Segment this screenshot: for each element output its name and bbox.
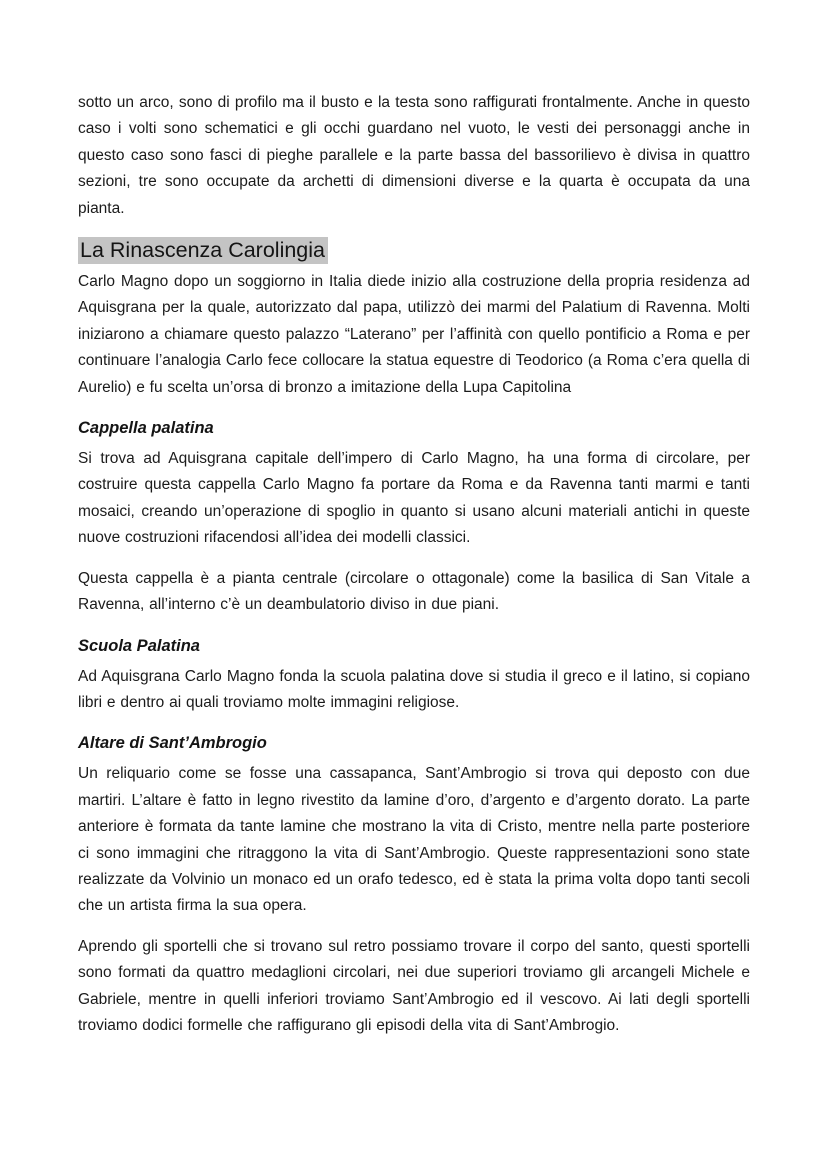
highlighted-heading-text: La Rinascenza Carolingia bbox=[78, 237, 328, 264]
section-heading bbox=[78, 236, 750, 264]
subsection-heading-cappella-palatina: Cappella palatina bbox=[78, 419, 214, 438]
paragraph-scuola: Ad Aquisgrana Carlo Magno fonda la scuola palatina dove si studia il greco e il latino, si copiano libri e dentro ai quali troviamo molte immagini religiose. bbox=[78, 667, 750, 711]
subsection-heading-scuola-palatina: Scuola Palatina bbox=[78, 636, 200, 655]
subsection-heading-altare-sant-ambrogio: Altare di Sant’Ambrogio bbox=[78, 734, 267, 753]
paragraph-intro: sotto un arco, sono di profilo ma il busto e la testa sono raffigurati frontalmente. Anche in questo caso i volti sono schematici e gli occhi guardano nel vuoto, le vesti dei personaggi anche in questo caso sono fasci di pieghe parallele e la parte bassa del bassorilievo è divisa in quattro sezioni, tre sono occupate da archetti di dimensioni diverse e la quarta è occupata da una pianta. bbox=[78, 94, 750, 217]
paragraph-altare-2: Aprendo gli sportelli che si trovano sul retro possiamo trovare il corpo del santo, questi sportelli sono formati da quattro medaglioni circolari, nei due superiori troviamo gli arcangeli Michele e Gabriele, mentre in quelli inferiori troviamo Sant’Ambrogio ed il vescovo. Ai lati degli sportelli troviamo dodici formelle che raffigurano gli episodi della vita di Sant’Ambrogio. bbox=[78, 937, 750, 1034]
paragraph-cappella-2: Questa cappella è a pianta centrale (circolare o ottagonale) come la basilica di San Vitale a Ravenna, all’interno c’è un deambulatorio diviso in due piani. bbox=[78, 569, 750, 614]
paragraph-carolingia: Carlo Magno dopo un soggiorno in Italia diede inizio alla costruzione della propria residenza ad Aquisgrana per la quale, autorizzato dal papa, utilizzò dei marmi del Palatium di Ravenna. Molti iniziarono a chiamare questo palazzo “Laterano” per l’affinità con quello pontificio a Roma e per continuare l’analogia Carlo fece collocare la statua equestre di Teodorico (a Roma c’era quella di Aurelio) e fu scelta un’orsa di bronzo a imitazione della Lupa Capitolina bbox=[78, 273, 750, 396]
paragraph-cappella-1: Si trova ad Aquisgrana capitale dell’impero di Carlo Magno, ha una forma di circolare, per costruire questa cappella Carlo Magno fa portare da Roma e da Ravenna tanti marmi e tanti mosaici, creando un’operazione di spoglio in quanto si usano alcuni materiali antichi in queste nuove costruzioni rifacendosi all’idea dei modelli classici. bbox=[78, 450, 750, 547]
paragraph-altare-1: Un reliquario come se fosse una cassapanca, Sant’Ambrogio si trova qui deposto con due martiri. L’altare è fatto in legno rivestito da lamine d’oro, d’argento e d’argento dorato. La parte anteriore è formata da tante lamine che mostrano la vita di Cristo, mentre nella parte posteriore ci sono immagini che ritraggono la vita di Sant’Ambrogio. Queste rappresentazioni sono state realizzate da Volvinio un monaco ed un orafo tedesco, ed è stata la prima volta dopo tanti secoli che un artista firma la sua opera. bbox=[78, 765, 750, 915]
